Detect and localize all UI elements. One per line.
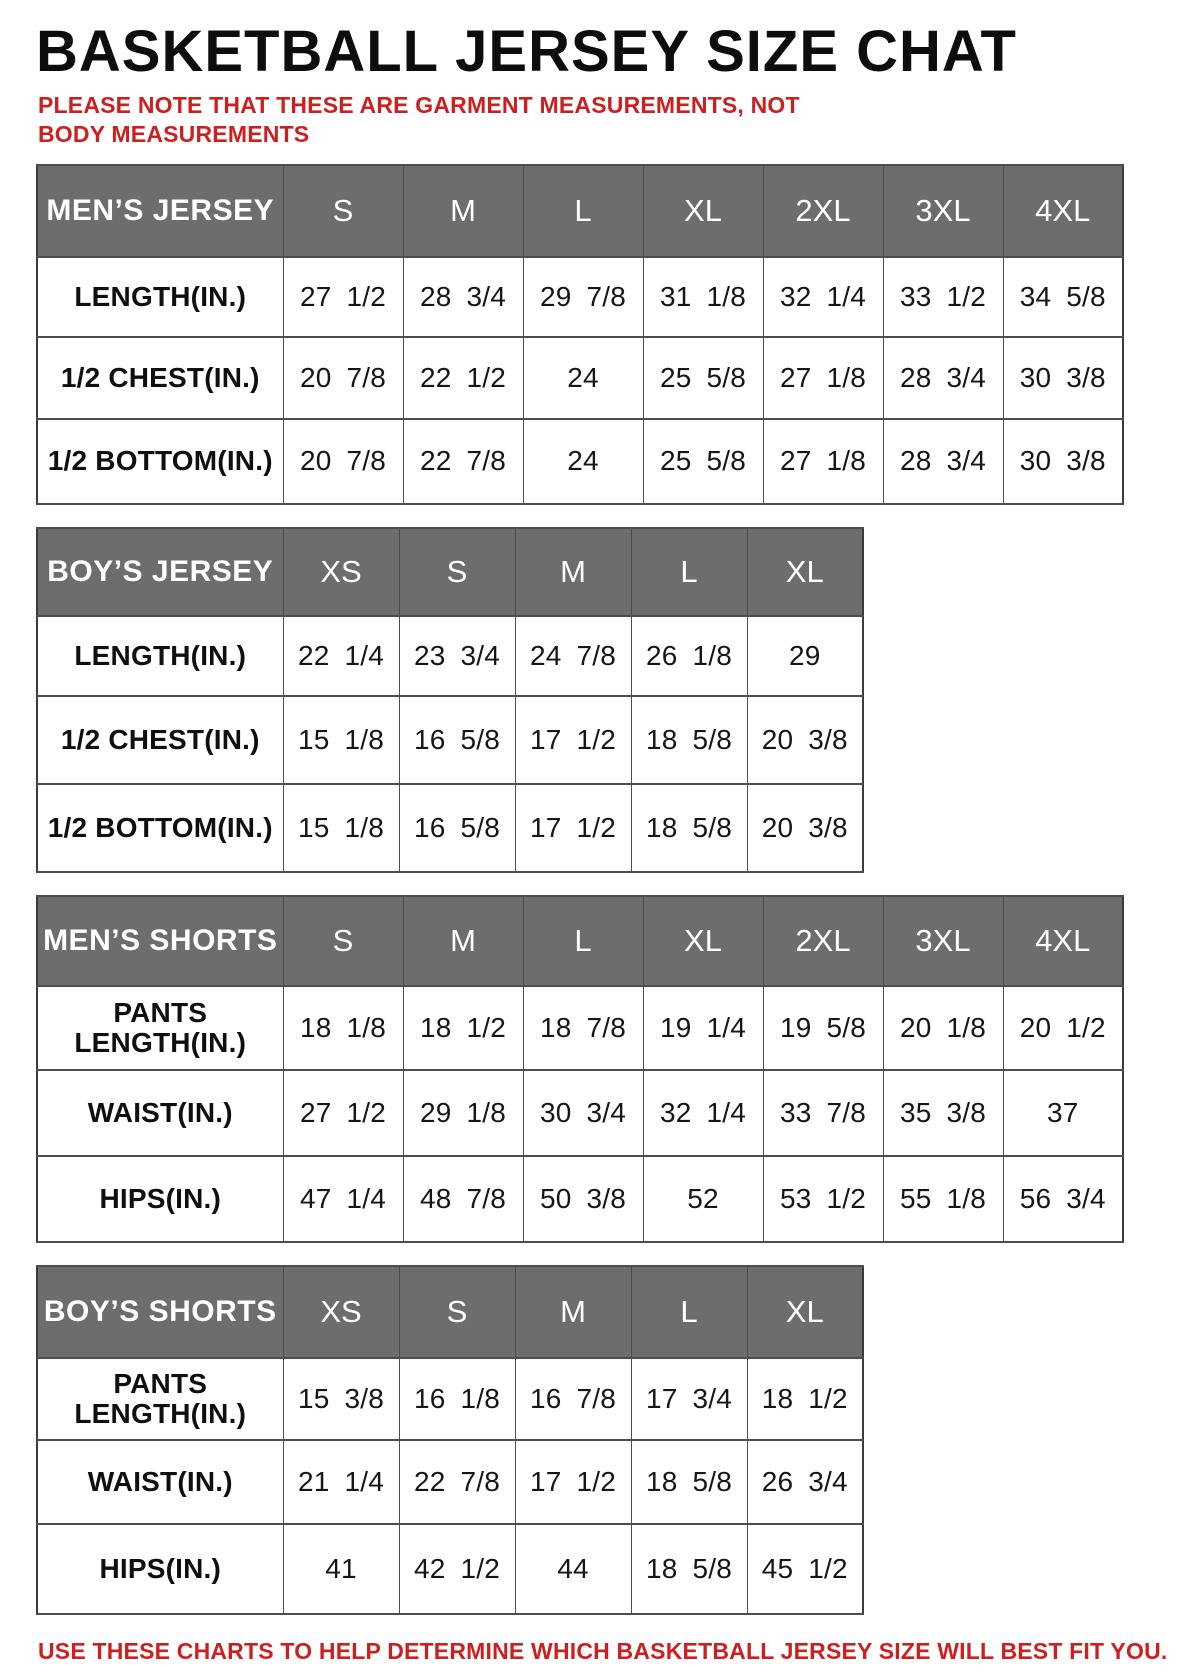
- measurement-row-label: 1/2 BOTTOM(IN.): [37, 784, 283, 872]
- size-col-header: M: [515, 1266, 631, 1358]
- table-row: [37, 1358, 863, 1440]
- size-value-cell: 18 7/8: [523, 986, 643, 1070]
- table-row: [37, 1070, 1123, 1156]
- size-value-cell: 23 3/4: [399, 616, 515, 696]
- size-value-cell: 25 5/8: [643, 419, 763, 504]
- size-col-header: S: [283, 896, 403, 986]
- size-value-cell: 22 7/8: [399, 1440, 515, 1524]
- measurement-row-label: WAIST(IN.): [37, 1440, 283, 1524]
- size-value-cell: 28 3/4: [883, 419, 1003, 504]
- table-row: [37, 1156, 1123, 1242]
- size-col-header: M: [515, 528, 631, 616]
- size-value-cell: 44: [515, 1524, 631, 1614]
- table-row: [37, 616, 863, 696]
- size-col-header: S: [283, 165, 403, 257]
- size-value-cell: 22 7/8: [403, 419, 523, 504]
- measurement-row-label: HIPS(IN.): [37, 1156, 283, 1242]
- size-value-cell: 45 1/2: [747, 1524, 863, 1614]
- boys-shorts-table: [36, 1265, 1200, 1615]
- measurement-row-label: WAIST(IN.): [37, 1070, 283, 1156]
- size-value-cell: 17 1/2: [515, 1440, 631, 1524]
- table-row: [37, 784, 863, 872]
- size-col-header: L: [631, 528, 747, 616]
- size-value-cell: 15 1/8: [283, 784, 399, 872]
- size-value-cell: 18 5/8: [631, 696, 747, 784]
- size-col-header: L: [631, 1266, 747, 1358]
- size-col-header: 2XL: [763, 896, 883, 986]
- measurement-row-label: 1/2 CHEST(IN.): [37, 696, 283, 784]
- size-value-cell: 16 1/8: [399, 1358, 515, 1440]
- size-value-cell: 35 3/8: [883, 1070, 1003, 1156]
- size-value-cell: 19 5/8: [763, 986, 883, 1070]
- table-title-cell: MEN’S SHORTS: [37, 896, 283, 986]
- size-value-cell: 41: [283, 1524, 399, 1614]
- size-value-cell: 20 3/8: [747, 784, 863, 872]
- size-value-cell: 22 1/4: [283, 616, 399, 696]
- measurement-row-label: LENGTH(IN.): [37, 616, 283, 696]
- size-value-cell: 20 1/2: [1003, 986, 1123, 1070]
- size-value-cell: 18 5/8: [631, 1440, 747, 1524]
- size-value-cell: 37: [1003, 1070, 1123, 1156]
- size-value-cell: 18 1/2: [747, 1358, 863, 1440]
- table-row: [37, 1440, 863, 1524]
- size-value-cell: 16 5/8: [399, 696, 515, 784]
- boys-jersey-table: [36, 527, 1200, 873]
- size-value-cell: 17 3/4: [631, 1358, 747, 1440]
- size-col-header: L: [523, 896, 643, 986]
- size-value-cell: 26 1/8: [631, 616, 747, 696]
- size-value-cell: 53 1/2: [763, 1156, 883, 1242]
- size-value-cell: 29 1/8: [403, 1070, 523, 1156]
- size-value-cell: 34 5/8: [1003, 257, 1123, 337]
- measurement-row-label: 1/2 BOTTOM(IN.): [37, 419, 283, 504]
- size-value-cell: 25 5/8: [643, 337, 763, 419]
- table-row: [37, 419, 1123, 504]
- size-value-cell: 29: [747, 616, 863, 696]
- size-table-mens-jersey: [36, 164, 1124, 505]
- size-value-cell: 55 1/8: [883, 1156, 1003, 1242]
- size-value-cell: 33 1/2: [883, 257, 1003, 337]
- measurement-row-label: PANTS LENGTH(IN.): [37, 1358, 283, 1440]
- size-value-cell: 30 3/8: [1003, 337, 1123, 419]
- size-value-cell: 19 1/4: [643, 986, 763, 1070]
- size-col-header: 4XL: [1003, 165, 1123, 257]
- mens-shorts-table: [36, 895, 1200, 1243]
- size-value-cell: 22 1/2: [403, 337, 523, 419]
- size-value-cell: 17 1/2: [515, 784, 631, 872]
- size-col-header: S: [399, 528, 515, 616]
- size-value-cell: 27 1/8: [763, 419, 883, 504]
- size-value-cell: 26 3/4: [747, 1440, 863, 1524]
- size-value-cell: 29 7/8: [523, 257, 643, 337]
- size-value-cell: 18 5/8: [631, 784, 747, 872]
- size-value-cell: 16 7/8: [515, 1358, 631, 1440]
- size-value-cell: 27 1/8: [763, 337, 883, 419]
- size-col-header: XS: [283, 528, 399, 616]
- table-row: [37, 337, 1123, 419]
- size-col-header: XL: [747, 1266, 863, 1358]
- size-col-header: M: [403, 165, 523, 257]
- size-table-mens-shorts: [36, 895, 1124, 1243]
- size-value-cell: 24: [523, 419, 643, 504]
- size-col-header: XS: [283, 1266, 399, 1358]
- size-value-cell: 56 3/4: [1003, 1156, 1123, 1242]
- size-value-cell: 47 1/4: [283, 1156, 403, 1242]
- measurement-row-label: PANTS LENGTH(IN.): [37, 986, 283, 1070]
- table-title-cell: MEN’S JERSEY: [37, 165, 283, 257]
- size-col-header: 2XL: [763, 165, 883, 257]
- size-col-header: XL: [643, 165, 763, 257]
- size-value-cell: 33 7/8: [763, 1070, 883, 1156]
- size-value-cell: 24 7/8: [515, 616, 631, 696]
- measurement-row-label: HIPS(IN.): [37, 1524, 283, 1614]
- table-row: [37, 257, 1123, 337]
- size-value-cell: 15 3/8: [283, 1358, 399, 1440]
- size-col-header: 3XL: [883, 896, 1003, 986]
- table-row: [37, 696, 863, 784]
- fit-advice-note: USE THESE CHARTS TO HELP DETERMINE WHICH BASKETBALL JERSEY SIZE WILL BEST FIT YOU.: [38, 1637, 1168, 1664]
- size-value-cell: 15 1/8: [283, 696, 399, 784]
- size-value-cell: 20 7/8: [283, 337, 403, 419]
- size-value-cell: 32 1/4: [763, 257, 883, 337]
- table-row: [37, 1524, 863, 1614]
- size-value-cell: 50 3/8: [523, 1156, 643, 1242]
- size-value-cell: 18 1/2: [403, 986, 523, 1070]
- size-value-cell: 27 1/2: [283, 1070, 403, 1156]
- mens-jersey-table: [36, 164, 1200, 505]
- size-col-header: M: [403, 896, 523, 986]
- size-value-cell: 52: [643, 1156, 763, 1242]
- size-col-header: 4XL: [1003, 896, 1123, 986]
- size-col-header: XL: [643, 896, 763, 986]
- size-value-cell: 27 1/2: [283, 257, 403, 337]
- size-value-cell: 30 3/8: [1003, 419, 1123, 504]
- size-value-cell: 48 7/8: [403, 1156, 523, 1242]
- garment-measurement-note: PLEASE NOTE THAT THESE ARE GARMENT MEASUREMENTS, NOT BODY MEASUREMENTS: [38, 92, 800, 148]
- size-value-cell: 30 3/4: [523, 1070, 643, 1156]
- table-row: [37, 986, 1123, 1070]
- measurement-row-label: LENGTH(IN.): [37, 257, 283, 337]
- table-title-cell: BOY’S JERSEY: [37, 528, 283, 616]
- size-value-cell: 42 1/2: [399, 1524, 515, 1614]
- size-value-cell: 17 1/2: [515, 696, 631, 784]
- size-value-cell: 20 7/8: [283, 419, 403, 504]
- size-value-cell: 18 1/8: [283, 986, 403, 1070]
- size-value-cell: 31 1/8: [643, 257, 763, 337]
- page-title: BASKETBALL JERSEY SIZE CHAT: [36, 19, 1017, 84]
- size-value-cell: 32 1/4: [643, 1070, 763, 1156]
- size-value-cell: 16 5/8: [399, 784, 515, 872]
- size-table-boys-jersey: [36, 527, 864, 873]
- size-value-cell: 21 1/4: [283, 1440, 399, 1524]
- measurement-row-label: 1/2 CHEST(IN.): [37, 337, 283, 419]
- size-value-cell: 28 3/4: [403, 257, 523, 337]
- size-col-header: S: [399, 1266, 515, 1358]
- size-col-header: L: [523, 165, 643, 257]
- table-title-cell: BOY’S SHORTS: [37, 1266, 283, 1358]
- size-col-header: 3XL: [883, 165, 1003, 257]
- size-value-cell: 18 5/8: [631, 1524, 747, 1614]
- size-value-cell: 20 3/8: [747, 696, 863, 784]
- size-value-cell: 20 1/8: [883, 986, 1003, 1070]
- size-col-header: XL: [747, 528, 863, 616]
- size-value-cell: 24: [523, 337, 643, 419]
- size-value-cell: 28 3/4: [883, 337, 1003, 419]
- size-table-boys-shorts: [36, 1265, 864, 1615]
